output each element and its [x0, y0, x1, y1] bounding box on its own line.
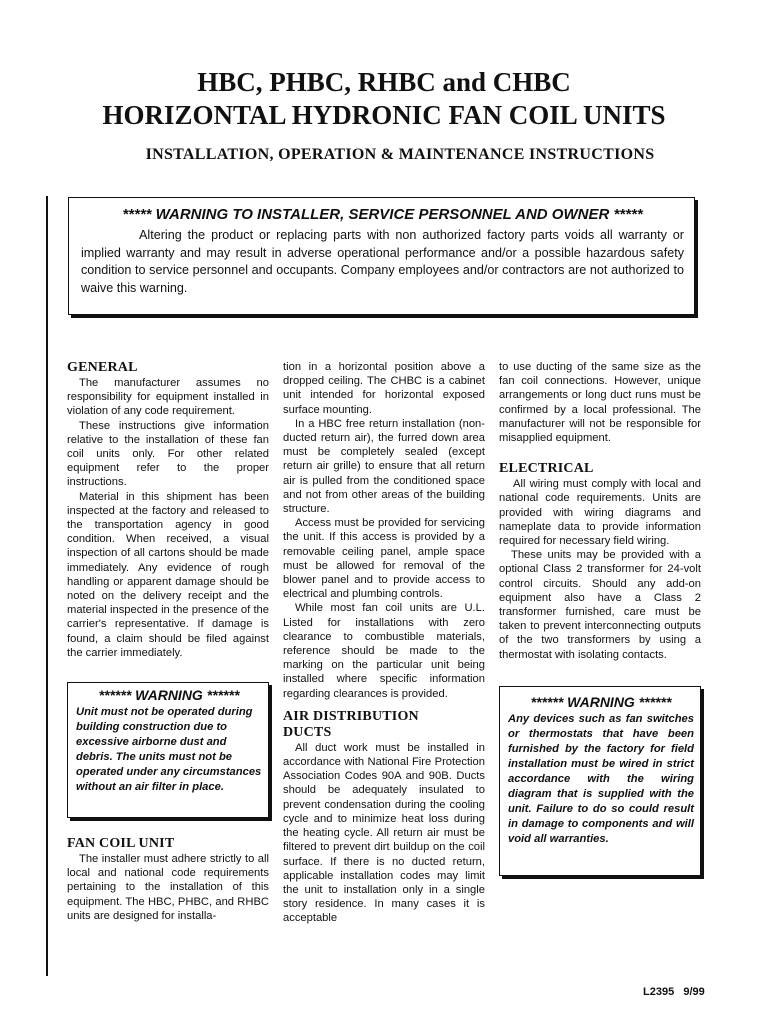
- left-rule: [46, 196, 48, 976]
- general-paragraph-2: These instructions give information relative to the installation of these fan coil units only. For other related equipment refer to the proper instructions.: [67, 419, 269, 489]
- top-warning-box: [68, 197, 695, 315]
- construction-warning-body: Unit must not be operated during building construction due to excessive airborne dust and debris. The units must not be operated under any circumstances without an air filter in place.: [76, 706, 262, 794]
- clearance-paragraph: While most fan coil units are U.L. Listed for installations with zero clearance to combustible materials, reference should be made to the marking on the particular unit being installed where specific information regarding clearances is provided.: [283, 602, 485, 700]
- fan-coil-unit-heading: FAN COIL UNIT: [67, 836, 175, 852]
- title-line-2: HORIZONTAL HYDRONIC FAN COIL UNITS: [102, 100, 666, 130]
- wiring-warning-box: [499, 686, 701, 876]
- ducts-paragraph: All duct work must be installed in accordance with National Fire Protection Association Codes 90A and 90B. Ducts should be adequately insulated to prevent condensation during the cooling cycle and to minimize heat loss during the heating cycle. All return air must be filtered to prevent dirt buildup on the coil surface. If there is no ducted return, applicable installation codes may limit the unit to installation only in a single story residence. In many cases it is acceptable: [283, 741, 485, 925]
- top-warning-heading: ***** WARNING TO INSTALLER, SERVICE PERSONNEL AND OWNER *****: [122, 206, 643, 223]
- general-paragraph-1: The manufacturer assumes no responsibility for equipment installed in violation of any code requirement.: [67, 377, 269, 418]
- column-2: [283, 360, 485, 926]
- wiring-warning-heading: ****** WARNING ******: [530, 693, 672, 710]
- title-line-1: HBC, PHBC, RHBC and CHBC: [197, 67, 571, 97]
- construction-warning-heading: ****** WARNING ******: [98, 687, 240, 704]
- fan-coil-paragraph: The installer must adhere strictly to all local and national code requirements pertaining to the installation of this equipment. The HBC, PHBC, and RHBC units are designed for installa-: [67, 853, 269, 922]
- electrical-paragraph-1: All wiring must comply with local and national code requirements. Units are provided with wiring diagrams and nameplate data to provide information required for necessary field wiring.: [499, 478, 701, 548]
- document-code: L2395 9/99: [643, 986, 705, 998]
- access-paragraph: Access must be provided for servicing the unit. If this access is provided by a removable ceiling panel, ample space must be allowed for removal of the blower panel and to provide access to electrical and plumbing controls.: [283, 517, 485, 601]
- electrical-paragraph-2: These units may be provided with a optional Class 2 transformer for 24-volt control circuits. Should any add-on equipment also have a Class 2 transformer furnished, care must be taken to prevent interconnecting outputs of the two transformers by using a thermostat with isolating contacts.: [499, 549, 701, 661]
- wiring-warning-body: Any devices such as fan switches or thermostats that have been furnished by the factory for field installation must be wired in strict accordance with the wiring diagram that is supplied with the unit. Failure to do so could result in damage to components and will void all warranties.: [508, 713, 694, 846]
- ducts-paragraph-continued: to use ducting of the same size as the fan coil connections. However, unique arrangements or long duct runs must be confirmed by a local professional. The manufacturer will not be responsible for misapplied equipment.: [499, 361, 701, 445]
- general-heading: GENERAL: [67, 360, 138, 375]
- electrical-heading: ELECTRICAL: [499, 461, 594, 477]
- column-1: [67, 360, 269, 923]
- construction-warning-box: [67, 682, 269, 818]
- subtitle: INSTALLATION, OPERATION & MAINTENANCE INSTRUCTIONS: [145, 146, 655, 163]
- top-warning-body: Altering the product or replacing parts with non authorized factory parts voids all warranty or implied warranty and may result in adverse operational performance and/or a possible hazardous safety condition to service personnel and occupants. Company employees and/or contractors are not authorized to waive this warning.: [81, 228, 684, 295]
- air-distribution-heading: AIR DISTRIBUTION DUCTS: [283, 708, 419, 740]
- free-return-paragraph: In a HBC free return installation (non-ducted return air), the furred down area must be completely sealed (except return air grille) to ensure that all return air is pulled from the conditioned space and not from other areas of the building structure.: [283, 417, 485, 516]
- fan-coil-paragraph-continued: tion in a horizontal position above a dropped ceiling. The CHBC is a cabinet unit intended for horizontal exposed surface mounting.: [283, 361, 485, 416]
- general-paragraph-3: Material in this shipment has been inspected at the factory and released to the transportation agency in good condition. When received, a visual inspection of all cartons should be made immediately. Any evidence of rough handling or apparent damage should be noted on the delivery receipt and the material inspected in the presence of the carrier's representative. If damage is found, a claim should be filed against the carrier immediately.: [67, 490, 269, 659]
- column-3: [499, 360, 701, 876]
